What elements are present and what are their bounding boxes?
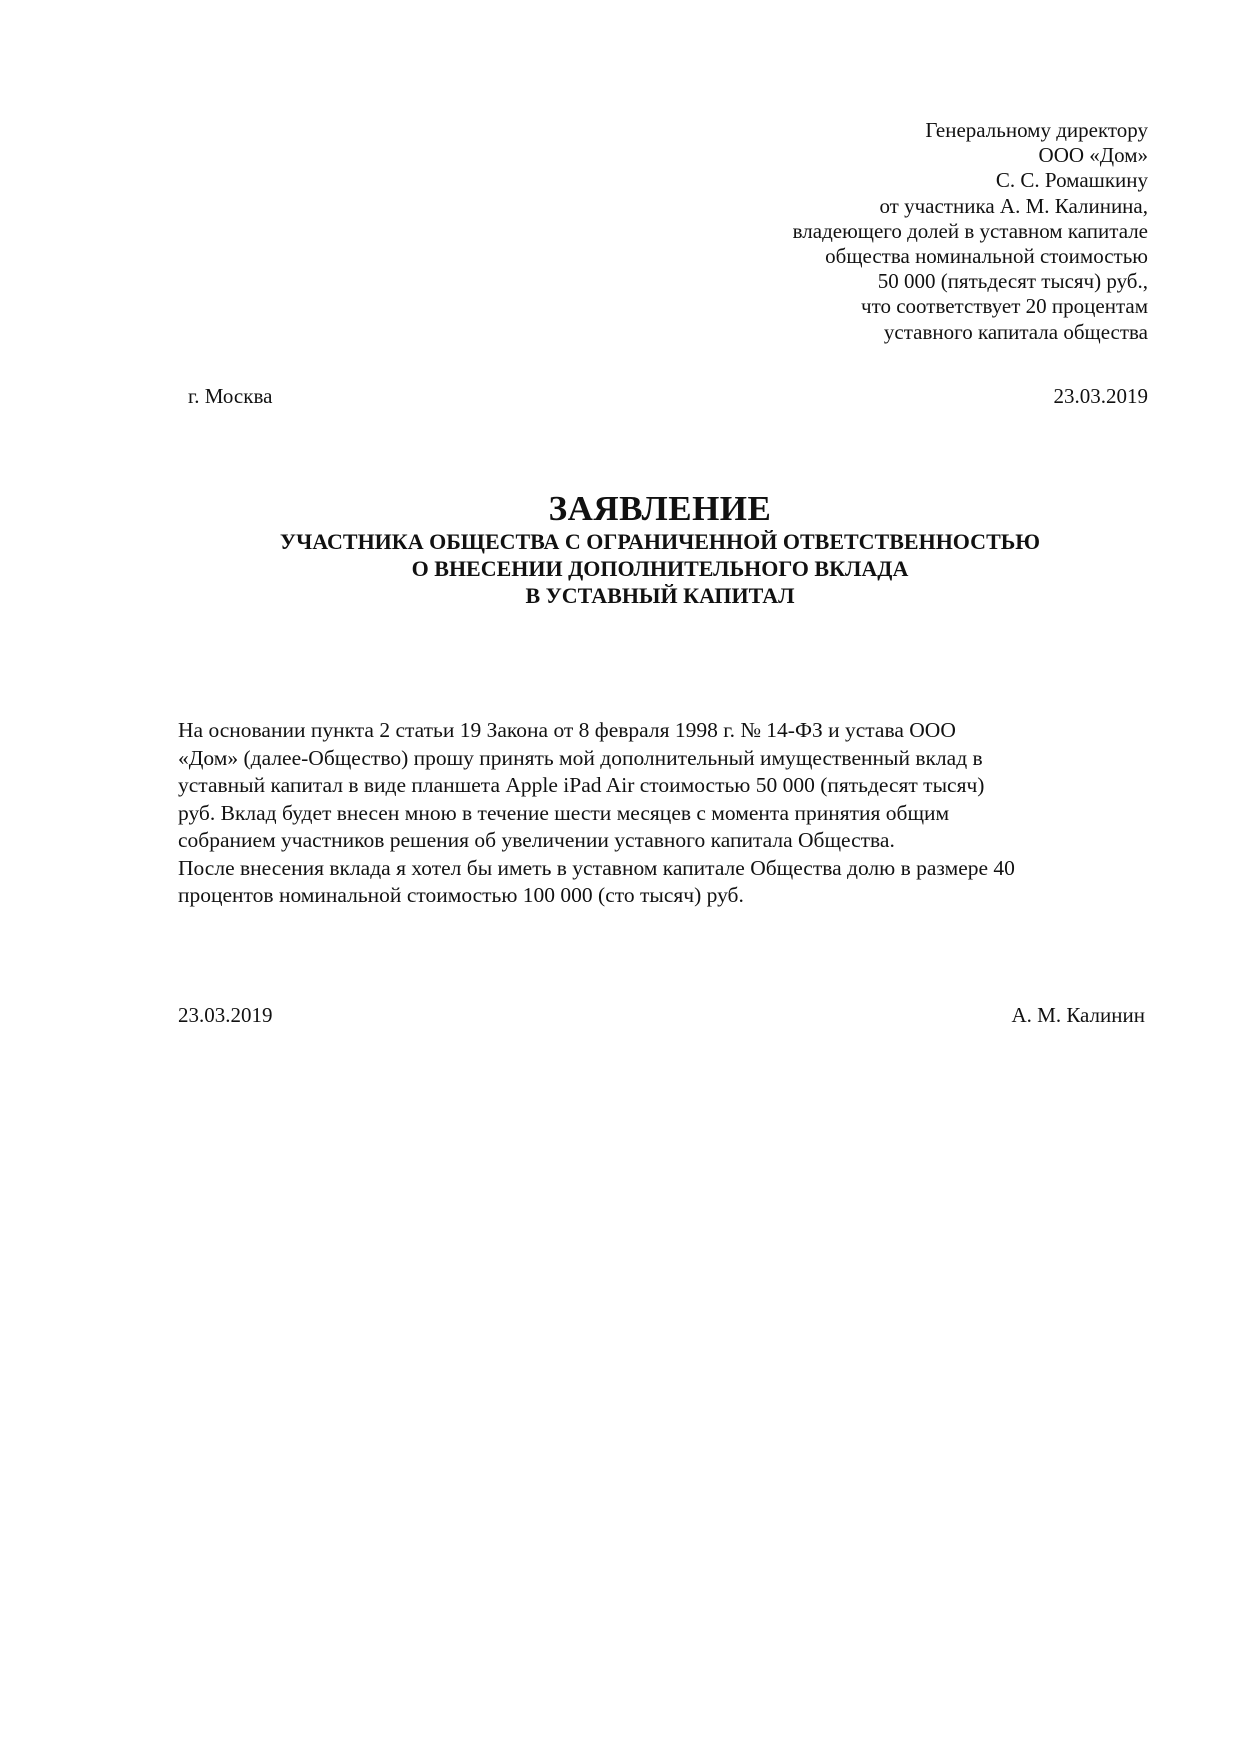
- addressee-line: уставного капитала общества: [883, 319, 1148, 344]
- body-line: руб. Вклад будет внесен мною в течение шести месяцев с момента принятия общим: [178, 800, 950, 825]
- addressee-line: Генеральному директору: [925, 118, 1148, 142]
- signature-date: 23.03.2019: [178, 1003, 273, 1027]
- document-title: ЗАЯВЛЕНИЕ: [548, 489, 772, 528]
- title-block: [0, 490, 1240, 609]
- document-subtitle-line: УЧАСТНИКА ОБЩЕСТВА С ОГРАНИЧЕННОЙ ОТВЕТСТВЕННОСТЬЮ: [279, 529, 1041, 554]
- body-line: уставный капитал в виде планшета Apple iPad Air стоимостью 50 000 (пятьдесят тысяч): [178, 773, 985, 797]
- body-line: На основании пункта 2 статьи 19 Закона от 8 февраля 1998 г. № 14-ФЗ и устава ООО: [178, 718, 956, 742]
- addressee-line: что соответствует 20 процентам: [861, 294, 1148, 319]
- addressee-line: владеющего долей в уставном капитале: [792, 218, 1148, 243]
- document-subtitle-line: О ВНЕСЕНИИ ДОПОЛНИТЕЛЬНОГО ВКЛАДА: [411, 556, 909, 581]
- addressee-line: С. С. Ромашкину: [995, 168, 1148, 193]
- addressee-line: общества номинальной стоимостью: [825, 244, 1148, 269]
- body-paragraph: [178, 717, 1163, 910]
- document-subtitle-line: В УСТАВНЫЙ КАПИТАЛ: [525, 583, 795, 608]
- signer-name: А. М. Калинин: [1011, 1003, 1145, 1027]
- city: г. Москва: [188, 384, 273, 408]
- body-line: процентов номинальной стоимостью 100 000 (сто тысяч) руб.: [178, 883, 744, 907]
- addressee-line: от участника А. М. Калинина,: [879, 193, 1148, 218]
- addressee-line: ООО «Дом»: [1038, 143, 1148, 168]
- addressee-line: 50 000 (пятьдесят тысяч) руб.,: [877, 269, 1148, 294]
- body-line: собранием участников решения об увеличении уставного капитала Общества.: [178, 828, 895, 852]
- body-line: «Дом» (далее-Общество) прошу принять мой дополнительный имущественный вклад в: [178, 745, 983, 770]
- addressee-block: [793, 118, 1148, 345]
- document-date: 23.03.2019: [1053, 384, 1148, 408]
- body-line: После внесения вклада я хотел бы иметь в уставном капитале Общества долю в размере 40: [178, 855, 1015, 880]
